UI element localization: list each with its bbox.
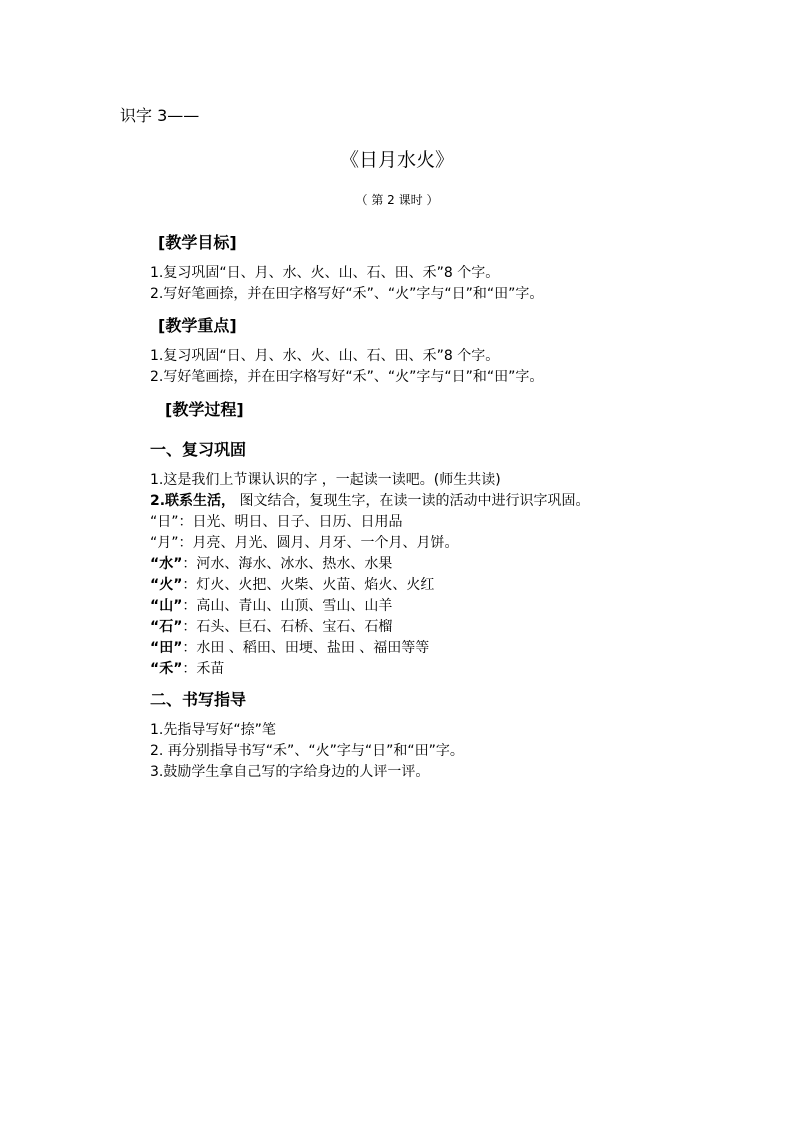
word-list: ：禾苗 — [182, 661, 225, 677]
lesson-label: 识字 3—— — [120, 106, 200, 125]
process-heading: [教学过程] — [165, 400, 244, 419]
review-heading: 一、复习巩固 — [150, 440, 247, 459]
word-char: “月” — [150, 535, 179, 551]
key-points-item-1: 1.复习巩固“日、月、水、火、山、石、田、禾”8 个字。 — [150, 348, 500, 364]
word-row — [150, 620, 392, 634]
word-char: “日” — [150, 514, 179, 530]
key-points-item-2: 2.写好笔画捺，并在田字格写好“禾”、“火”字与“日”和“田”字。 — [150, 369, 544, 385]
word-row — [150, 557, 392, 571]
word-list: ：河水、海水、冰水、热水、水果 — [182, 556, 393, 572]
word-row — [150, 662, 224, 676]
word-list: ：水田 、稻田、田埂、盐田 、福田等等 — [182, 640, 430, 656]
writing-heading: 二、书写指导 — [150, 690, 247, 709]
word-list: ：灯火、火把、火柴、火苗、焰火、火红 — [182, 577, 435, 593]
word-list: ：石头、巨石、石桥、宝石、石榴 — [182, 619, 393, 635]
word-row — [150, 641, 429, 655]
goals-item-1: 1.复习巩固“日、月、水、火、山、石、田、禾”8 个字。 — [150, 265, 500, 281]
word-row — [150, 515, 403, 529]
goals-item-2: 2.写好笔画捺，并在田字格写好“禾”、“火”字与“日”和“田”字。 — [150, 286, 544, 302]
word-row — [150, 536, 459, 550]
word-char: “山” — [150, 598, 183, 614]
key-points-heading: [教学重点] — [158, 316, 237, 335]
review-item-1: 1.这是我们上节课认识的字 ，一起读一读吧。(师生共读) — [150, 472, 501, 488]
word-char: “禾” — [150, 661, 183, 677]
word-char: “田” — [150, 640, 183, 656]
review-item-2-text: 图文结合，复现生字，在读一读的活动中进行识字巩固。 — [235, 493, 590, 509]
word-char: “石” — [150, 619, 183, 635]
word-list: ：高山、青山、山顶、雪山、山羊 — [182, 598, 393, 614]
lesson-subtitle: （ 第 2 课时 ） — [355, 193, 439, 207]
word-row — [150, 599, 392, 613]
word-list: ：月亮、月光、圆月、月牙、一个月、月饼。 — [178, 535, 459, 551]
word-char: “火” — [150, 577, 183, 593]
writing-item-3: 3.鼓励学生拿自己写的字给身边的人评一评。 — [150, 764, 430, 780]
review-item-2-lead: 2.联系生活， — [150, 493, 236, 509]
lesson-title: 《日月水火》 — [339, 149, 454, 171]
goals-heading: [教学目标] — [158, 233, 237, 252]
word-row — [150, 578, 434, 592]
review-item-2 — [150, 494, 590, 508]
writing-item-1: 1.先指导写好“捺”笔 — [150, 722, 276, 738]
word-char: “水” — [150, 556, 183, 572]
writing-item-2: 2. 再分别指导书写“禾”、“火”字与“日”和“田”字。 — [150, 743, 464, 759]
word-list: ：日光、明日、日子、日历、日用品 — [178, 514, 403, 530]
